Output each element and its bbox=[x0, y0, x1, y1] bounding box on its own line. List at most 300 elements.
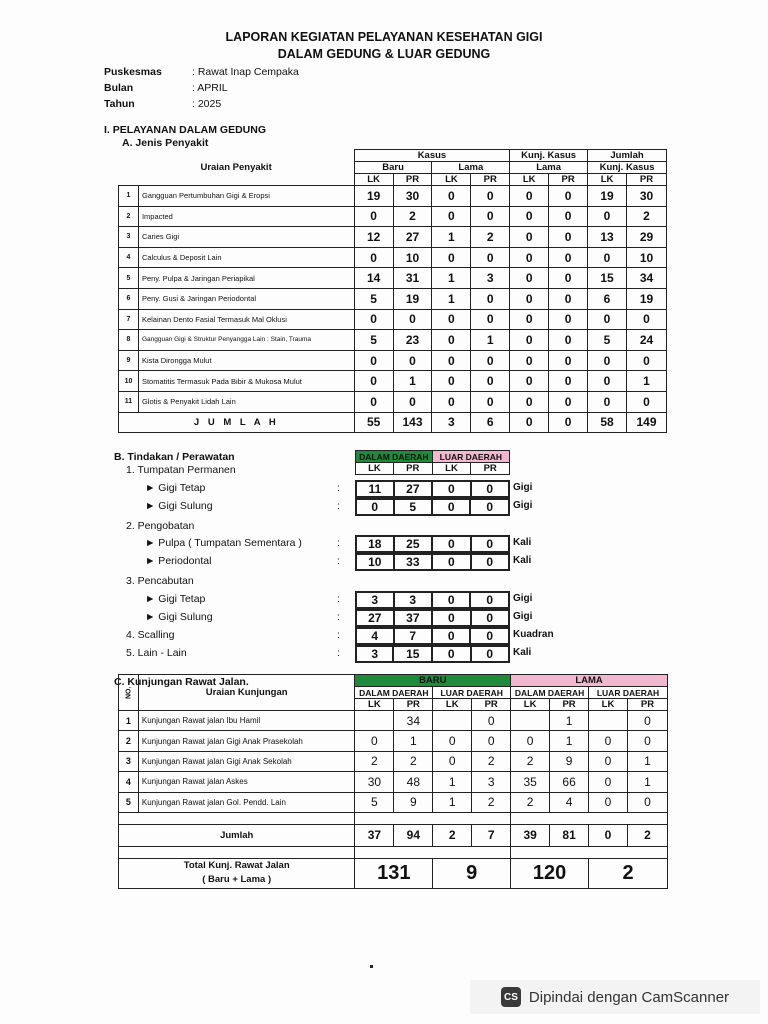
tindakan-value-row bbox=[355, 645, 510, 663]
header-luar-daerah: LUAR DAERAH bbox=[433, 687, 511, 699]
tindakan-value-cell: 27 bbox=[356, 610, 394, 626]
table-row bbox=[119, 350, 667, 371]
row-value-cell: 6 bbox=[588, 288, 627, 309]
row-value-cell: 0 bbox=[432, 371, 471, 392]
row-value-cell: 0 bbox=[588, 391, 627, 412]
total-cell: 0 bbox=[510, 412, 549, 432]
table-row bbox=[119, 186, 667, 207]
tindakan-value-row bbox=[355, 498, 510, 516]
row-value-cell: 0 bbox=[471, 309, 510, 330]
row-visit-name: Kunjungan Rawat jalan Askes bbox=[138, 772, 355, 792]
tindakan-colon: : bbox=[337, 647, 340, 659]
tindakan-label: ► Pulpa ( Tumpatan Sementara ) bbox=[145, 537, 302, 549]
row-value-cell: 0 bbox=[471, 350, 510, 371]
row-value-cell: 0 bbox=[471, 247, 510, 268]
row-value-cell: 0 bbox=[471, 186, 510, 207]
row-value-cell: 1 bbox=[433, 792, 472, 812]
row-value-cell: 0 bbox=[510, 350, 549, 371]
row-value-cell: 66 bbox=[550, 772, 589, 792]
row-value-cell: 31 bbox=[393, 268, 432, 289]
row-value-cell: 48 bbox=[394, 772, 433, 792]
row-value-cell: 0 bbox=[510, 186, 549, 207]
tindakan-value-cell: 37 bbox=[394, 610, 433, 626]
header-lk: LK bbox=[432, 174, 471, 186]
tindakan-label: ► Gigi Tetap bbox=[145, 593, 206, 605]
table-jenis-penyakit bbox=[118, 149, 667, 433]
row-disease-name: Peny. Gusi & Jaringan Periodontal bbox=[138, 288, 354, 309]
row-value-cell: 2 bbox=[472, 751, 511, 771]
row-value-cell: 0 bbox=[588, 309, 627, 330]
header-pr: PR bbox=[471, 174, 510, 186]
row-disease-name: Gangguan Pertumbuhan Gigi & Eropsi bbox=[138, 186, 354, 207]
row-value-cell: 3 bbox=[471, 268, 510, 289]
row-value-cell: 0 bbox=[549, 371, 588, 392]
row-value-cell: 0 bbox=[510, 391, 549, 412]
total-cell: 55 bbox=[354, 412, 393, 432]
total-lama-luar: 2 bbox=[589, 858, 668, 888]
tindakan-colon: : bbox=[337, 482, 340, 494]
tindakan-label: ► Gigi Tetap bbox=[145, 482, 206, 494]
header-kunj-lama: Lama bbox=[510, 162, 588, 174]
total-baru-dalam: 131 bbox=[355, 858, 433, 888]
header-pr: PR bbox=[550, 699, 589, 711]
tindakan-unit: Gigi bbox=[513, 500, 533, 511]
tindakan-value-cell: 3 bbox=[394, 592, 432, 608]
row-value-cell: 15 bbox=[588, 268, 627, 289]
row-value-cell: 0 bbox=[588, 247, 627, 268]
row-value-cell: 0 bbox=[626, 309, 666, 330]
jumlah-cell: 2 bbox=[627, 824, 667, 846]
total-cell: 143 bbox=[393, 412, 432, 432]
jumlah-cell: 81 bbox=[550, 824, 589, 846]
row-value-cell: 0 bbox=[510, 227, 549, 248]
table-a-total-row bbox=[119, 412, 667, 432]
row-value-cell: 34 bbox=[626, 268, 666, 289]
row-value-cell: 4 bbox=[550, 792, 589, 812]
row-value-cell: 0 bbox=[355, 731, 394, 751]
row-value-cell: 24 bbox=[626, 330, 666, 351]
total-cell: 58 bbox=[588, 412, 627, 432]
total-label: J U M L A H bbox=[119, 412, 355, 432]
row-value-cell: 0 bbox=[510, 247, 549, 268]
row-value-cell: 29 bbox=[626, 227, 666, 248]
tindakan-value-cell: 0 bbox=[432, 554, 470, 570]
tindakan-unit: Gigi bbox=[513, 482, 533, 493]
header-pr: PR bbox=[626, 174, 666, 186]
row-value-cell: 0 bbox=[393, 309, 432, 330]
row-value-cell: 0 bbox=[588, 206, 627, 227]
row-number: 5 bbox=[119, 792, 139, 812]
row-value-cell: 0 bbox=[549, 268, 588, 289]
tindakan-value-cell: 7 bbox=[394, 628, 432, 644]
table-c-total-row bbox=[119, 858, 668, 888]
row-value-cell: 2 bbox=[394, 751, 433, 771]
row-value-cell: 5 bbox=[354, 288, 393, 309]
header-lk: LK bbox=[355, 699, 394, 711]
table-row bbox=[119, 731, 668, 751]
row-value-cell: 0 bbox=[626, 350, 666, 371]
camscanner-watermark bbox=[470, 980, 760, 1014]
row-value-cell: 0 bbox=[588, 371, 627, 392]
row-number: 3 bbox=[119, 227, 139, 248]
header-uraian-penyakit: Uraian Penyakit bbox=[119, 150, 355, 186]
row-value-cell: 0 bbox=[549, 288, 588, 309]
jumlah-cell: 37 bbox=[355, 824, 394, 846]
row-value-cell: 0 bbox=[588, 350, 627, 371]
table-row bbox=[119, 772, 668, 792]
meta-value-puskesmas: : Rawat Inap Cempaka bbox=[192, 66, 299, 78]
meta-label-puskesmas: Puskesmas bbox=[104, 66, 162, 78]
tindakan-value-cell: 27 bbox=[394, 481, 433, 497]
row-number: 5 bbox=[119, 268, 139, 289]
tindakan-value-cell: 0 bbox=[432, 536, 470, 552]
tindakan-value-cell: 11 bbox=[356, 481, 394, 497]
row-value-cell: 9 bbox=[394, 792, 433, 812]
row-value-cell: 0 bbox=[354, 350, 393, 371]
row-value-cell: 2 bbox=[511, 792, 550, 812]
row-disease-name: Stomatitis Termasuk Pada Bibir & Mukosa Mulut bbox=[138, 371, 354, 392]
tindakan-unit: Kuadran bbox=[513, 629, 554, 640]
header-lk: LK bbox=[589, 699, 628, 711]
row-value-cell: 23 bbox=[393, 330, 432, 351]
row-disease-name: Calculus & Deposit Lain bbox=[138, 247, 354, 268]
tindakan-value-cell: 5 bbox=[394, 499, 432, 515]
header-jumlah: Jumlah bbox=[588, 150, 667, 162]
row-value-cell: 19 bbox=[626, 288, 666, 309]
tindakan-value-row bbox=[355, 627, 510, 645]
table-row bbox=[119, 391, 667, 412]
header-kunj-kasus: Kunj. Kasus bbox=[510, 150, 588, 162]
row-value-cell: 1 bbox=[432, 268, 471, 289]
header-baru: BARU bbox=[355, 675, 511, 687]
table-kunjungan-rawat-jalan bbox=[118, 674, 668, 889]
row-value-cell: 0 bbox=[627, 731, 667, 751]
header-jumlah-kunj: Kunj. Kasus bbox=[588, 162, 667, 174]
row-disease-name: Gangguan Gigi & Struktur Penyangga Lain : Stain, Trauma bbox=[138, 330, 354, 351]
row-value-cell: 0 bbox=[393, 391, 432, 412]
row-value-cell: 0 bbox=[354, 206, 393, 227]
row-number: 2 bbox=[119, 731, 139, 751]
row-value-cell: 0 bbox=[549, 186, 588, 207]
tindakan-value-cell: 15 bbox=[393, 646, 432, 662]
row-value-cell: 27 bbox=[393, 227, 432, 248]
tindakan-colon: : bbox=[337, 611, 340, 623]
row-value-cell: 0 bbox=[589, 792, 628, 812]
header-luar-daerah: LUAR DAERAH bbox=[589, 687, 668, 699]
header-lk: LK bbox=[356, 463, 394, 475]
row-value-cell: 1 bbox=[626, 371, 666, 392]
row-number: 10 bbox=[119, 371, 139, 392]
row-disease-name: Peny. Pulpa & Jaringan Periapikal bbox=[138, 268, 354, 289]
header-pr: PR bbox=[394, 699, 433, 711]
row-value-cell: 30 bbox=[626, 186, 666, 207]
row-value-cell: 2 bbox=[471, 227, 510, 248]
tindakan-value-cell: 0 bbox=[471, 481, 509, 497]
row-disease-name: Glotis & Penyakit Lidah Lain bbox=[138, 391, 354, 412]
tindakan-value-cell: 0 bbox=[432, 646, 470, 662]
tindakan-label: 4. Scalling bbox=[126, 629, 175, 641]
row-number: 11 bbox=[119, 391, 139, 412]
row-visit-name: Kunjungan Rawat jalan Gol. Pendd. Lain bbox=[138, 792, 355, 812]
row-value-cell: 13 bbox=[588, 227, 627, 248]
scan-speck bbox=[370, 965, 373, 968]
row-value-cell: 0 bbox=[354, 371, 393, 392]
tindakan-value-cell: 0 bbox=[470, 592, 509, 608]
spacer-cell bbox=[355, 846, 511, 858]
row-value-cell: 0 bbox=[549, 391, 588, 412]
row-value-cell: 0 bbox=[432, 206, 471, 227]
row-value-cell: 0 bbox=[471, 288, 510, 309]
row-value-cell: 19 bbox=[354, 186, 393, 207]
row-value-cell: 0 bbox=[549, 206, 588, 227]
row-value-cell: 0 bbox=[354, 309, 393, 330]
row-value-cell: 0 bbox=[549, 350, 588, 371]
tindakan-colon: : bbox=[337, 537, 340, 549]
header-pr: PR bbox=[393, 174, 432, 186]
row-value-cell: 1 bbox=[627, 772, 667, 792]
row-value-cell: 14 bbox=[354, 268, 393, 289]
spacer-cell bbox=[119, 846, 355, 858]
row-value-cell: 19 bbox=[588, 186, 627, 207]
jumlah-cell: 7 bbox=[472, 824, 511, 846]
tindakan-colon: : bbox=[337, 629, 340, 641]
tindakan-value-cell: 0 bbox=[471, 646, 510, 662]
tindakan-value-row bbox=[355, 591, 510, 609]
row-number: 8 bbox=[119, 330, 139, 351]
table-row bbox=[119, 371, 667, 392]
row-value-cell: 0 bbox=[549, 330, 588, 351]
table-row bbox=[119, 330, 667, 351]
tindakan-value-cell: 0 bbox=[432, 481, 470, 497]
row-value-cell bbox=[511, 711, 550, 731]
row-value-cell: 0 bbox=[589, 772, 628, 792]
header-lk: LK bbox=[511, 699, 550, 711]
row-number: 3 bbox=[119, 751, 139, 771]
tindakan-value-row bbox=[355, 553, 510, 571]
tindakan-value-cell: 18 bbox=[356, 536, 394, 552]
header-lama: LAMA bbox=[511, 675, 668, 687]
header-pr: PR bbox=[471, 463, 510, 475]
row-value-cell: 0 bbox=[354, 391, 393, 412]
header-lama: Lama bbox=[432, 162, 510, 174]
tindakan-value-cell: 0 bbox=[471, 536, 509, 552]
row-number: 9 bbox=[119, 350, 139, 371]
row-value-cell: 0 bbox=[510, 330, 549, 351]
row-value-cell: 0 bbox=[471, 391, 510, 412]
row-value-cell: 0 bbox=[510, 206, 549, 227]
table-row bbox=[119, 206, 667, 227]
row-disease-name: Kista Dirongga Mulut bbox=[138, 350, 354, 371]
row-value-cell: 19 bbox=[393, 288, 432, 309]
row-value-cell: 10 bbox=[626, 247, 666, 268]
row-value-cell: 0 bbox=[627, 711, 667, 731]
row-value-cell: 1 bbox=[394, 731, 433, 751]
tindakan-value-cell: 33 bbox=[394, 554, 433, 570]
tindakan-value-cell: 0 bbox=[471, 554, 509, 570]
header-dalam-daerah: DALAM DAERAH bbox=[356, 451, 433, 463]
tindakan-colon: : bbox=[337, 593, 340, 605]
header-baru: Baru bbox=[354, 162, 432, 174]
row-number: 4 bbox=[119, 247, 139, 268]
total-cell: 6 bbox=[471, 412, 510, 432]
row-value-cell: 1 bbox=[627, 751, 667, 771]
tindakan-value-cell: 4 bbox=[356, 628, 394, 644]
section-c-heading: C. Kunjungan Rawat Jalan. bbox=[114, 676, 249, 688]
row-value-cell: 0 bbox=[432, 247, 471, 268]
table-row bbox=[119, 711, 668, 731]
table-row bbox=[119, 268, 667, 289]
row-value-cell: 0 bbox=[627, 792, 667, 812]
table-b-header bbox=[355, 450, 510, 475]
section-a-heading: A. Jenis Penyakit bbox=[122, 137, 209, 149]
row-value-cell: 0 bbox=[589, 751, 628, 771]
header-no: NO. bbox=[119, 675, 139, 711]
row-number: 7 bbox=[119, 309, 139, 330]
table-row bbox=[119, 247, 667, 268]
row-value-cell: 0 bbox=[510, 268, 549, 289]
row-value-cell: 0 bbox=[432, 186, 471, 207]
row-value-cell: 9 bbox=[550, 751, 589, 771]
row-value-cell: 30 bbox=[355, 772, 394, 792]
jumlah-cell: 94 bbox=[394, 824, 433, 846]
header-dalam-daerah: DALAM DAERAH bbox=[511, 687, 589, 699]
total-label-cell bbox=[119, 858, 355, 888]
total-label-line2: ( Baru + Lama ) bbox=[202, 874, 272, 886]
row-value-cell: 30 bbox=[393, 186, 432, 207]
row-value-cell bbox=[355, 711, 394, 731]
row-disease-name: Kelainan Dento Fasial Termasuk Mal Oklusi bbox=[138, 309, 354, 330]
row-value-cell: 1 bbox=[471, 330, 510, 351]
header-pr: PR bbox=[627, 699, 667, 711]
row-value-cell: 0 bbox=[432, 309, 471, 330]
tindakan-label: ► Gigi Sulung bbox=[145, 500, 213, 512]
row-value-cell: 3 bbox=[472, 772, 511, 792]
table-row bbox=[119, 792, 668, 812]
row-disease-name: Caries Gigi bbox=[138, 227, 354, 248]
table-row bbox=[119, 309, 667, 330]
table-row bbox=[119, 288, 667, 309]
row-value-cell: 0 bbox=[432, 330, 471, 351]
header-dalam-daerah: DALAM DAERAH bbox=[355, 687, 433, 699]
tindakan-value-row bbox=[355, 480, 510, 498]
row-value-cell bbox=[589, 711, 628, 731]
row-value-cell: 2 bbox=[511, 751, 550, 771]
group-tumpatan-permanen: 1. Tumpatan Permanen bbox=[126, 464, 236, 476]
header-lk: LK bbox=[432, 463, 471, 475]
header-lk: LK bbox=[510, 174, 549, 186]
tindakan-value-cell: 0 bbox=[432, 592, 470, 608]
tindakan-value-cell: 0 bbox=[356, 499, 394, 515]
row-number: 1 bbox=[119, 711, 139, 731]
row-value-cell: 0 bbox=[510, 288, 549, 309]
tindakan-value-row bbox=[355, 609, 510, 627]
row-value-cell: 0 bbox=[471, 206, 510, 227]
row-value-cell: 1 bbox=[432, 227, 471, 248]
row-value-cell: 5 bbox=[588, 330, 627, 351]
total-cell: 0 bbox=[549, 412, 588, 432]
tindakan-value-cell: 0 bbox=[470, 499, 509, 515]
table-c-jumlah-row bbox=[119, 824, 668, 846]
row-value-cell: 0 bbox=[393, 350, 432, 371]
row-value-cell: 0 bbox=[432, 350, 471, 371]
spacer-cell bbox=[119, 812, 355, 824]
tindakan-colon: : bbox=[337, 555, 340, 567]
spacer-cell bbox=[511, 846, 668, 858]
tindakan-unit: Kali bbox=[513, 555, 532, 566]
tindakan-label: ► Gigi Sulung bbox=[145, 611, 213, 623]
header-lk: LK bbox=[588, 174, 627, 186]
row-value-cell: 0 bbox=[472, 711, 511, 731]
report-title-line2: DALAM GEDUNG & LUAR GEDUNG bbox=[277, 47, 491, 61]
jumlah-cell: 2 bbox=[433, 824, 472, 846]
row-value-cell: 5 bbox=[354, 330, 393, 351]
tindakan-value-cell: 3 bbox=[356, 592, 394, 608]
table-row bbox=[119, 227, 667, 248]
header-luar-daerah: LUAR DAERAH bbox=[432, 451, 509, 463]
tindakan-value-cell: 10 bbox=[356, 554, 394, 570]
total-label-line1: Total Kunj. Rawat Jalan bbox=[183, 860, 290, 872]
row-value-cell bbox=[433, 711, 472, 731]
header-pr: PR bbox=[549, 174, 588, 186]
tindakan-value-cell: 25 bbox=[394, 536, 433, 552]
row-disease-name: Impacted bbox=[138, 206, 354, 227]
row-value-cell: 0 bbox=[510, 309, 549, 330]
table-c-spacer-row bbox=[119, 846, 668, 858]
tindakan-unit: Kali bbox=[513, 647, 532, 658]
header-pr: PR bbox=[472, 699, 511, 711]
tindakan-value-cell: 0 bbox=[432, 628, 470, 644]
meta-value-bulan: : APRIL bbox=[192, 82, 228, 94]
header-lk: LK bbox=[433, 699, 472, 711]
table-c-spacer-row bbox=[119, 812, 668, 824]
row-visit-name: Kunjungan Rawat jalan Gigi Anak Sekolah bbox=[138, 751, 355, 771]
tindakan-colon: : bbox=[337, 500, 340, 512]
header-lk: LK bbox=[354, 174, 393, 186]
row-number: 4 bbox=[119, 772, 139, 792]
row-value-cell: 0 bbox=[510, 371, 549, 392]
row-value-cell: 0 bbox=[549, 247, 588, 268]
row-value-cell: 0 bbox=[511, 731, 550, 751]
row-value-cell: 35 bbox=[511, 772, 550, 792]
row-value-cell: 0 bbox=[433, 751, 472, 771]
row-value-cell: 0 bbox=[432, 391, 471, 412]
spacer-cell bbox=[511, 812, 668, 824]
row-visit-name: Kunjungan Rawat jalan Ibu Hamil bbox=[138, 711, 355, 731]
row-value-cell: 2 bbox=[355, 751, 394, 771]
tindakan-unit: Gigi bbox=[513, 611, 533, 622]
row-value-cell: 1 bbox=[550, 711, 589, 731]
row-value-cell: 0 bbox=[433, 731, 472, 751]
row-visit-name: Kunjungan Rawat jalan Gigi Anak Prasekolah bbox=[138, 731, 355, 751]
camscanner-logo-icon: CS bbox=[501, 987, 521, 1007]
group-pencabutan: 3. Pencabutan bbox=[126, 575, 194, 587]
jumlah-cell: 39 bbox=[511, 824, 550, 846]
row-value-cell: 1 bbox=[433, 772, 472, 792]
row-number: 1 bbox=[119, 186, 139, 207]
tindakan-value-cell: 0 bbox=[432, 610, 470, 626]
tindakan-value-cell: 0 bbox=[471, 610, 509, 626]
tindakan-value-cell: 0 bbox=[470, 628, 509, 644]
header-kasus: Kasus bbox=[354, 150, 509, 162]
tindakan-label: ► Periodontal bbox=[145, 555, 212, 567]
row-value-cell: 0 bbox=[471, 371, 510, 392]
tindakan-value-cell: 0 bbox=[432, 499, 470, 515]
tindakan-value-row bbox=[355, 535, 510, 553]
row-value-cell: 10 bbox=[393, 247, 432, 268]
spacer-cell bbox=[355, 812, 511, 824]
section-b-heading: B. Tindakan / Perawatan bbox=[114, 451, 235, 463]
row-value-cell: 0 bbox=[549, 309, 588, 330]
